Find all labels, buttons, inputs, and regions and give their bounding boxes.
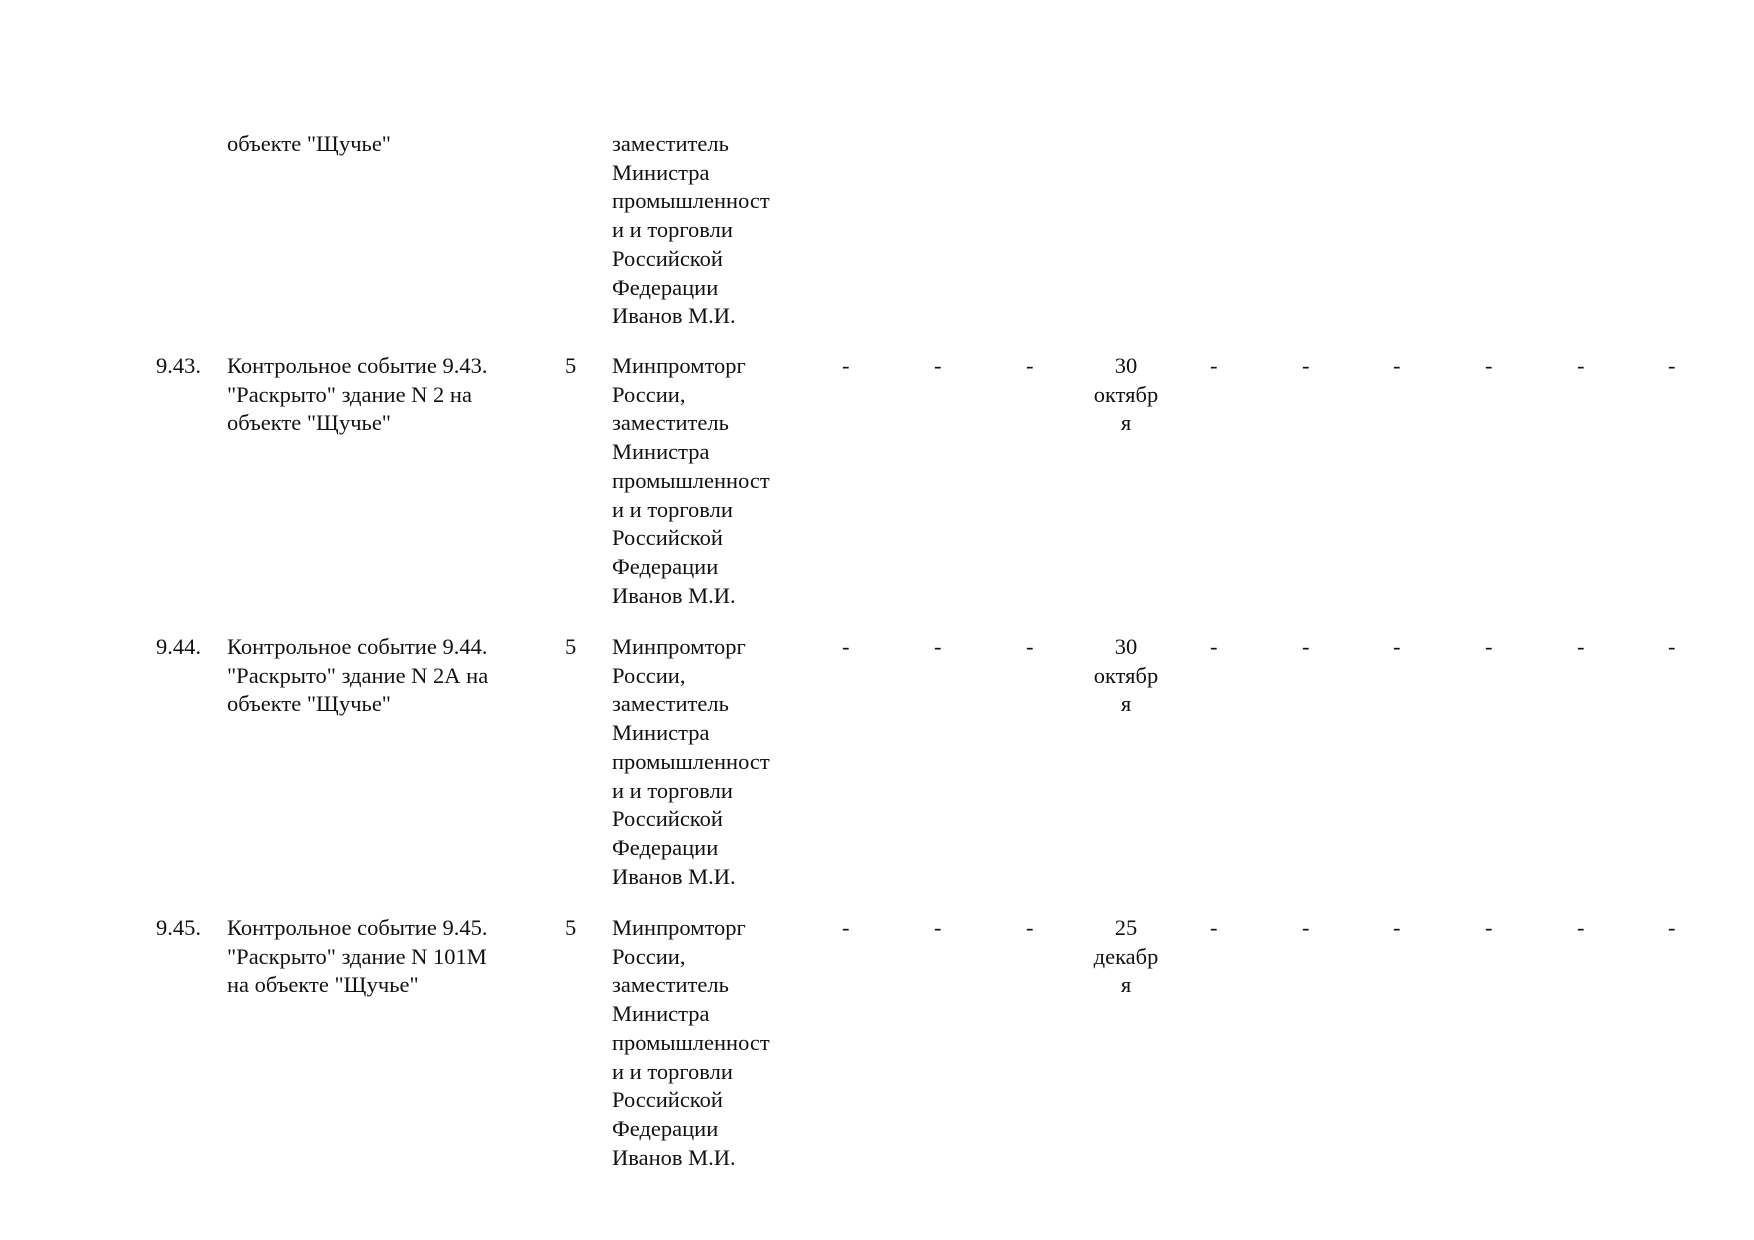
period-cell: -	[842, 634, 850, 659]
event-name: Контрольное событие 9.45. "Раскрыто" здание N 101М на объекте "Щучье"	[227, 915, 488, 998]
period-cell: -	[934, 353, 942, 378]
event-name: Контрольное событие 9.44. "Раскрыто" здание N 2А на объекте "Щучье"	[227, 634, 489, 717]
row-number: 9.45.	[156, 915, 201, 940]
period-cell: -	[842, 353, 850, 378]
period-cell: -	[1210, 634, 1218, 659]
period-cell: -	[1026, 634, 1034, 659]
period-cell: -	[1485, 634, 1493, 659]
period-cell: -	[1026, 353, 1034, 378]
period-cell: -	[1393, 915, 1401, 940]
period-cell: -	[1302, 353, 1310, 378]
period-cell: -	[1485, 353, 1493, 378]
event-date: 30 октябр я	[1093, 634, 1159, 717]
event-name: Контрольное событие 9.43. "Раскрыто" здание N 2 на объекте "Щучье"	[227, 353, 488, 436]
period-cell: -	[934, 915, 942, 940]
event-date: 30 октябр я	[1093, 353, 1159, 436]
event-date: 25 декабр я	[1093, 915, 1159, 998]
period-cell: -	[1668, 634, 1676, 659]
responsible-executor: Минпромторг России, заместитель Министра промышленност и и торговли Российской Федерации Иванов М.И.	[612, 915, 770, 1170]
event-name: объекте "Щучье"	[227, 131, 391, 156]
period-cell: -	[1577, 915, 1585, 940]
row-number: 9.43.	[156, 353, 201, 378]
period-cell: -	[1577, 634, 1585, 659]
period-cell: -	[1577, 353, 1585, 378]
period-cell: -	[1485, 915, 1493, 940]
period-cell: -	[842, 915, 850, 940]
period-cell: -	[1302, 915, 1310, 940]
period-cell: -	[1210, 915, 1218, 940]
period-cell: -	[1393, 634, 1401, 659]
event-category: 5	[565, 353, 577, 378]
period-cell: -	[1668, 915, 1676, 940]
responsible-executor: заместитель Министра промышленност и и торговли Российской Федерации Иванов М.И.	[612, 131, 770, 329]
period-cell: -	[934, 634, 942, 659]
event-category: 5	[565, 915, 577, 940]
responsible-executor: Минпромторг России, заместитель Министра промышленност и и торговли Российской Федерации Иванов М.И.	[612, 634, 770, 889]
period-cell: -	[1302, 634, 1310, 659]
period-cell: -	[1668, 353, 1676, 378]
period-cell: -	[1393, 353, 1401, 378]
event-category: 5	[565, 634, 577, 659]
period-cell: -	[1210, 353, 1218, 378]
responsible-executor: Минпромторг России, заместитель Министра промышленност и и торговли Российской Федерации Иванов М.И.	[612, 353, 770, 608]
row-number: 9.44.	[156, 634, 201, 659]
period-cell: -	[1026, 915, 1034, 940]
